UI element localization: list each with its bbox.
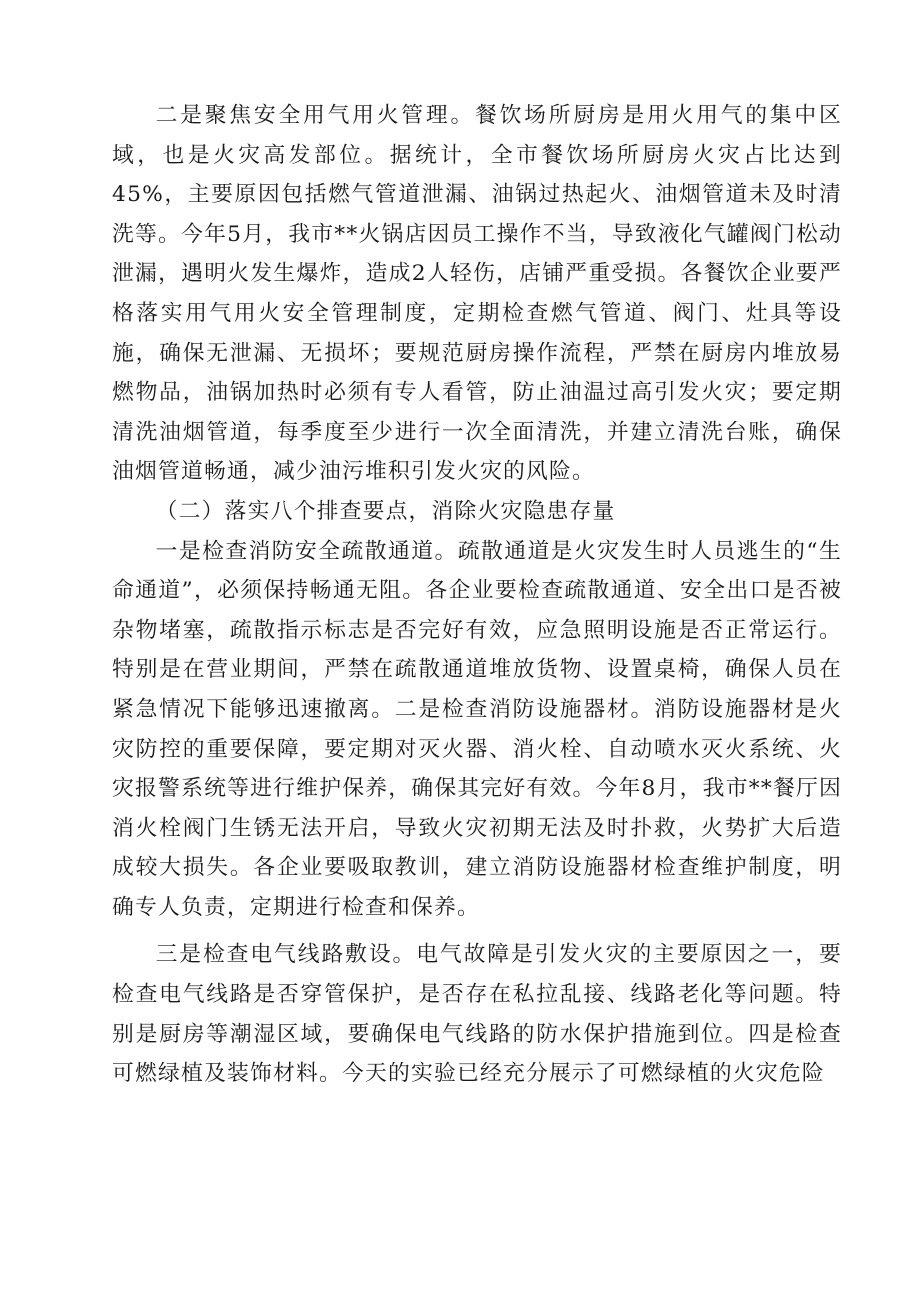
section-heading-eight-checkpoints: （二）落实八个排查要点，消除火灾隐患存量 xyxy=(155,498,616,524)
paragraph-gas-fire-management: 二是聚焦安全用气用火管理。餐饮场所厨房是用火用气的集中区域，也是火灾高发部位。据统计，全市餐饮场所厨房火灾占比达到45%，主要原因包括燃气管道泄漏、油锅过热起火、油烟管道未及时清洗等。今年5月，我市**火锅店因员工操作不当，导致液化气罐阀门松动泄漏，遇明火发生爆炸，造成2人轻伤，店铺严重受损。各餐饮企业要严格落实用气用火安全管理制度，定期检查燃气管道、阀门、灶具等设施，确保无泄漏、无损坏；要规范厨房操作流程，严禁在厨房内堆放易燃物品，油锅加热时必须有专人看管，防止油温过高引发火灾；要定期清洗油烟管道，每季度至少进行一次全面清洗，并建立清洗台账，确保油烟管道畅通，减少油污堆积引发火灾的风险。 xyxy=(112,103,842,485)
paragraph-evacuation-and-facilities: 一是检查消防安全疏散通道。疏散通道是火灾发生时人员逃生的“生命通道”，必须保持畅通无阻。各企业要检查疏散通道、安全出口是否被杂物堵塞，疏散指示标志是否完好有效，应急照明设施是否正常运行。特别是在营业期间，严禁在疏散通道堆放货物、设置桌椅，确保人员在紧急情况下能够迅速撤离。二是检查消防设施器材。消防设施器材是火灾防控的重要保障，要定期对灭火器、消火栓、自动喷水灭火系统、火灾报警系统等进行维护保养，确保其完好有效。今年8月，我市**餐厅因消火栓阀门生锈无法开启，导致火灾初期无法及时扑救，火势扩大后造成较大损失。各企业要吸取教训，建立消防设施器材检查维护制度，明确专人负责，定期进行检查和保养。 xyxy=(112,538,842,920)
paragraph-spacer xyxy=(112,927,842,935)
paragraph-electrical-and-decor: 三是检查电气线路敷设。电气故障是引发火灾的主要原因之一，要检查电气线路是否穿管保护，是否存在私拉乱接、线路老化等问题。特别是厨房等潮湿区域，要确保电气线路的防水保护措施到位。四是检查可燃绿植及装饰材料。今天的实验已经充分展示了可燃绿植的火灾危险 xyxy=(112,942,842,1087)
